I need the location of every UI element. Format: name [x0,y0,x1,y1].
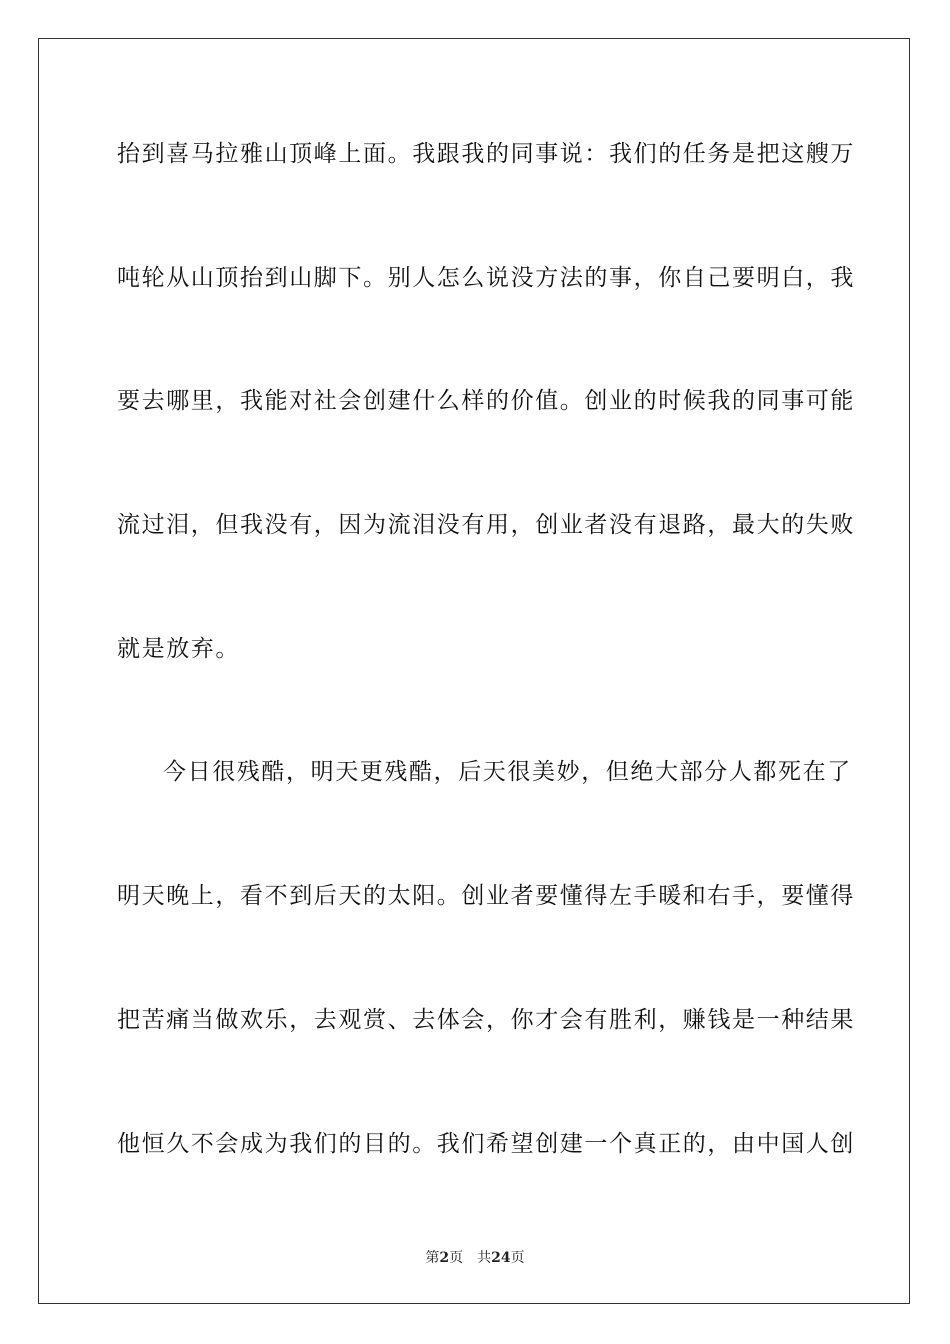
document-body [117,130,855,1243]
text-line: 吨轮从山顶抬到山脚下。别人怎么说没方法的事，你自己要明白，我 [117,264,855,291]
text-line: 他恒久不会成为我们的目的。我们希望创建一个真正的，由中国人创 [117,1130,855,1157]
total-prefix: 共 [477,1250,492,1266]
text-line: 就是放弃。 [117,635,240,662]
text-line: 流过泪，但我没有，因为流泪没有用，创业者没有退路，最大的失败 [117,512,855,539]
text-line: 抬到喜马拉雅山顶峰上面。我跟我的同事说：我们的任务是把这艘万 [117,141,855,167]
page-prefix: 第 [425,1250,440,1266]
text-line: 把苦痛当做欢乐，去观赏、去体会，你才会有胜利，赚钱是一种结果 [117,1006,855,1033]
page-suffix: 页 [449,1250,464,1266]
text-line: 明天晚上，看不到后天的太阳。创业者要懂得左手暖和右手，要懂得 [117,883,855,910]
page-number: 2 [439,1250,450,1266]
total-pages: 24 [491,1250,511,1266]
page-footer [0,1247,950,1267]
total-suffix: 页 [510,1250,525,1266]
paragraph-start-line: 今日很残酷，明天更残酷，后天很美妙，但绝大部分人都死在了 [163,759,852,786]
text-line: 要去哪里，我能对社会创建什么样的价值。创业的时候我的同事可能 [117,388,855,415]
